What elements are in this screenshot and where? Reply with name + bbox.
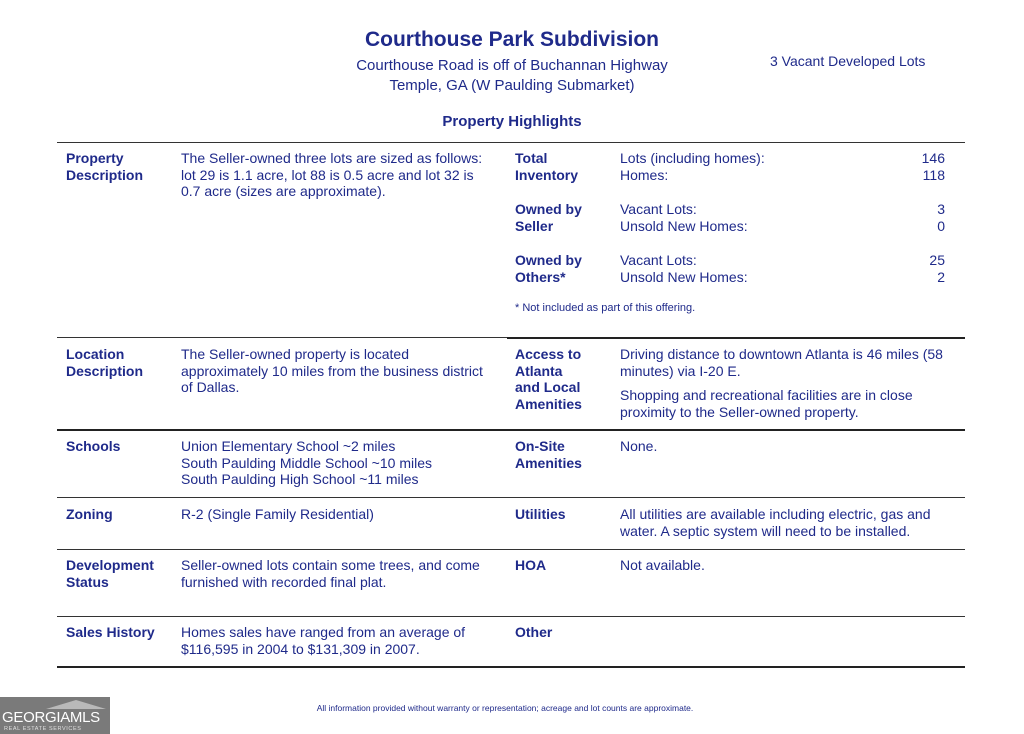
sales-history-label: Sales History	[66, 624, 155, 640]
owned-by-others-values: 25 2	[929, 252, 945, 285]
subtitle-address: Courthouse Road is off of Buchannan Highway	[356, 57, 668, 74]
offering-footnote: * Not included as part of this offering.	[515, 302, 696, 314]
development-status-label: Development Status	[66, 557, 154, 590]
row-divider-5	[57, 616, 965, 617]
hoa-text: Not available.	[620, 557, 705, 573]
access-amenities-label: Access to Atlanta and Local Amenities	[515, 346, 582, 412]
lots-note: 3 Vacant Developed Lots	[770, 53, 926, 69]
document-title: Courthouse Park Subdivision	[364, 28, 660, 51]
subtitle-location: Temple, GA (W Paulding Submarket)	[389, 77, 635, 94]
development-status-text: Seller-owned lots contain some trees, and come furnished with recorded final plat.	[181, 557, 480, 590]
zoning-text: R-2 (Single Family Residential)	[181, 506, 374, 522]
list-item: South Paulding High School ~11 miles	[181, 471, 419, 487]
total-inventory-label: Total Inventory	[515, 150, 579, 183]
property-description-label: Property Description	[66, 150, 144, 183]
owned-by-seller-label: Owned by Seller	[515, 201, 582, 234]
logo-tagline: REAL ESTATE SERVICES	[4, 726, 82, 732]
sales-history-text: Homes sales have ranged from an average of $116,595 in 2004 to $131,309 in 2007.	[181, 624, 466, 657]
utilities-text: All utilities are available including electric, gas and water. A septic system will need to be installed.	[620, 506, 931, 539]
schools-label: Schools	[66, 438, 121, 454]
row-divider-2	[57, 429, 965, 431]
owned-by-seller-items: Vacant Lots: Unsold New Homes:	[620, 201, 748, 234]
table-top-rule	[57, 142, 965, 143]
property-description-text: The Seller-owned three lots are sized as follows: lot 29 is 1.1 acre, lot 88 is 0.5 acre and lot 32 is 0.7 acre (sizes are approximate).	[181, 150, 483, 199]
disclaimer-footer: All information provided without warranty or representation; acreage and lot counts are approximate.	[316, 703, 694, 713]
location-description-label: Location Description	[66, 346, 144, 379]
section-title: Property Highlights	[442, 113, 582, 130]
access-amenities-text: Driving distance to downtown Atlanta is 46 miles (58 minutes) via I-20 E.	[620, 346, 943, 379]
row-divider-left-1	[57, 337, 507, 338]
shopping-proximity-text: Shopping and recreational facilities are in close proximity to the Seller-owned property.	[620, 387, 913, 420]
row-divider-4	[57, 549, 965, 550]
logo-brand: GEORGIAMLS	[2, 709, 100, 726]
owned-by-seller-values: 3 0	[937, 201, 945, 234]
schools-list	[181, 438, 432, 488]
table-bottom-rule	[57, 666, 965, 668]
list-item: Union Elementary School ~2 miles	[181, 438, 396, 454]
owned-by-others-items: Vacant Lots: Unsold New Homes:	[620, 252, 748, 285]
house-roof-icon	[46, 700, 106, 709]
location-description-text: The Seller-owned property is located approximately 10 miles from the business district of Dallas.	[181, 346, 483, 395]
list-item: South Paulding Middle School ~10 miles	[181, 454, 432, 471]
total-inventory-values: 146 118	[921, 150, 945, 183]
onsite-amenities-text: None.	[620, 438, 658, 454]
georgiamls-logo	[0, 697, 110, 734]
row-divider-right-1	[507, 337, 965, 339]
zoning-label: Zoning	[66, 506, 113, 522]
total-inventory-items: Lots (including homes): Homes:	[620, 150, 765, 183]
row-divider-3	[57, 497, 965, 498]
hoa-label: HOA	[515, 557, 547, 573]
utilities-label: Utilities	[515, 506, 566, 522]
other-label: Other	[515, 624, 553, 640]
owned-by-others-label: Owned by Others*	[515, 252, 582, 285]
onsite-amenities-label: On-Site Amenities	[515, 438, 582, 471]
